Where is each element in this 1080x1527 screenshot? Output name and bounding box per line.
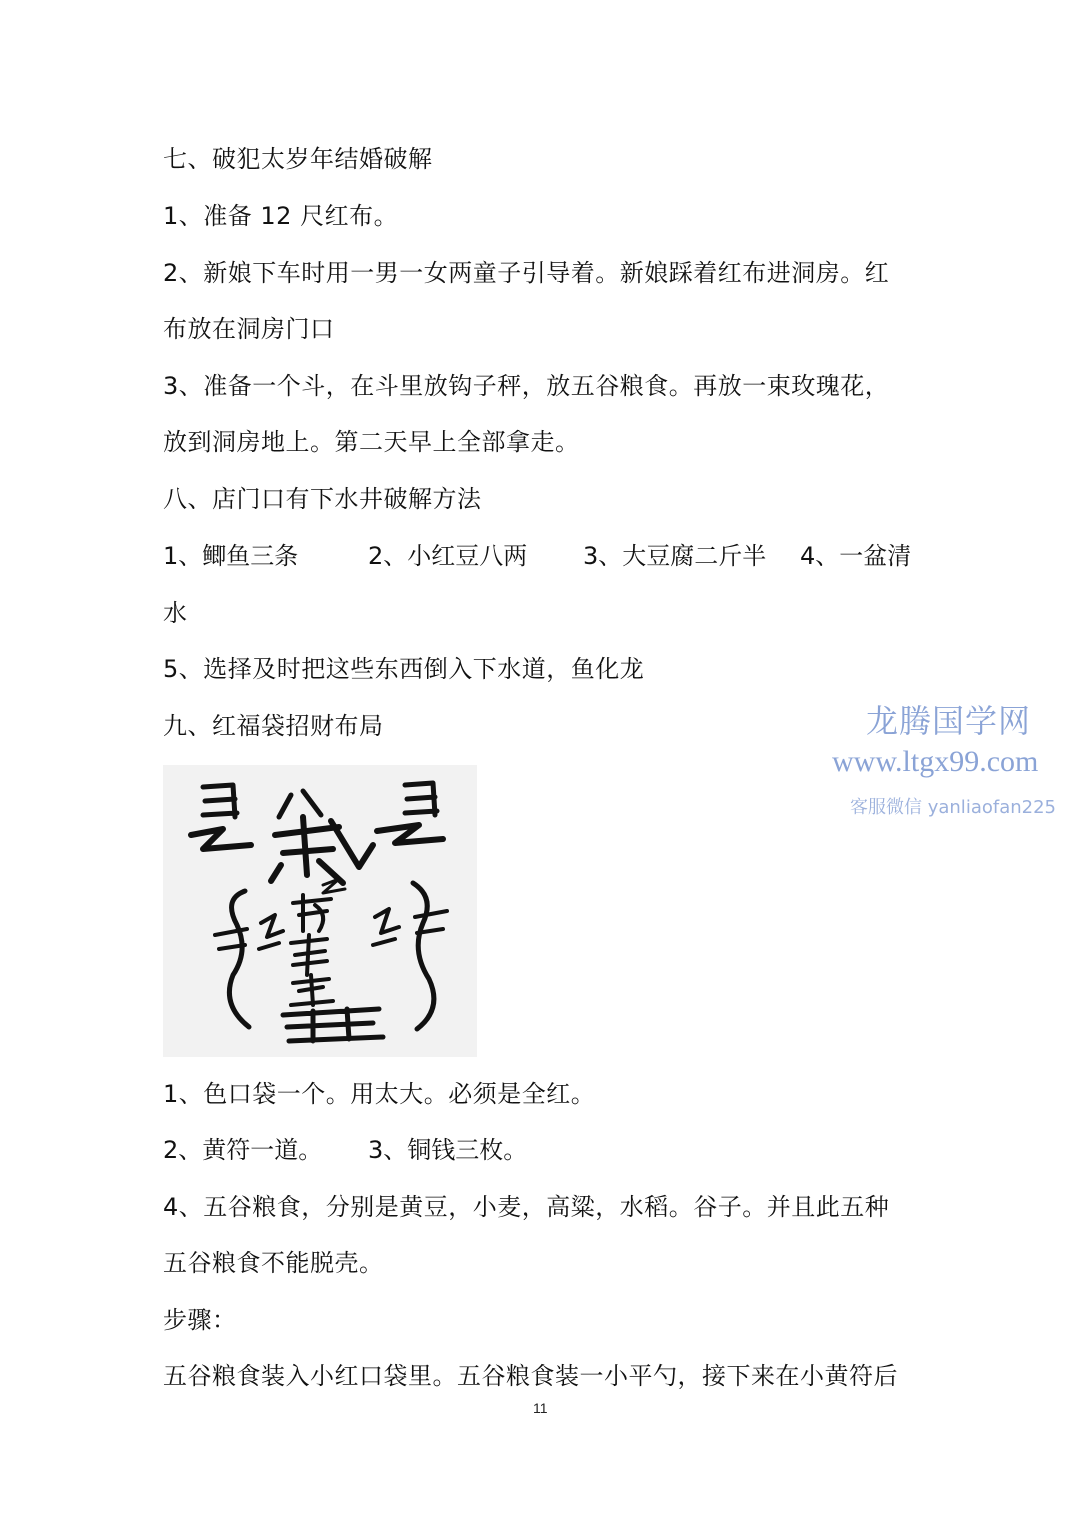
section-seven-item-1: 1、准备 12 尺红布。 [163,202,399,230]
watermark-contact: 客服微信 yanliaofan225 [850,797,1056,818]
section-heading-seven: 七、破犯太岁年结婚破解 [163,145,433,173]
section-seven-item-2a: 2、新娘下车时用一男一女两童子引导着。新娘踩着红布进洞房。红 [163,259,890,287]
section-eight-item-5: 5、选择及时把这些东西倒入下水道，鱼化龙 [163,655,645,683]
section-nine-item-1: 1、色口袋一个。用太大。必须是全红。 [163,1080,596,1108]
watermark-title: 龙腾国学网 [866,702,1032,740]
section-eight-list-row [163,540,923,572]
watermark-url: www.ltgx99.com [832,745,1039,778]
section-nine-list-row [163,1134,663,1166]
talisman-image [163,765,477,1057]
talisman-drawing [163,765,477,1057]
list-item: 3、铜钱三枚。 [368,1136,528,1164]
section-seven-item-2b: 布放在洞房门口 [163,315,335,343]
steps-label: 步骤： [163,1306,237,1334]
section-seven-item-3a: 3、准备一个斗，在斗里放钩子秤，放五谷粮食。再放一束玫瑰花， [163,372,890,400]
section-nine-item-4a: 4、五谷粮食，分别是黄豆，小麦，高粱，水稻。谷子。并且此五种 [163,1193,890,1221]
steps-text: 五谷粮食装入小红口袋里。五谷粮食装一小平勺，接下来在小黄符后 [163,1362,898,1390]
list-item: 2、小红豆八两 [368,542,528,570]
section-seven-item-3b: 放到洞房地上。第二天早上全部拿走。 [163,428,580,456]
list-item: 1、鲫鱼三条 [163,542,299,570]
page-number: 11 [533,1400,548,1416]
section-heading-eight: 八、店门口有下水井破解方法 [163,485,482,513]
list-item: 4、一盆清 [800,542,912,570]
section-heading-nine: 九、红福袋招财布局 [163,712,384,740]
list-item: 3、大豆腐二斤半 [583,542,767,570]
section-nine-item-4b: 五谷粮食不能脱壳。 [163,1249,384,1277]
list-item: 2、黄符一道。 [163,1136,323,1164]
section-eight-list-wrap: 水 [163,599,188,627]
